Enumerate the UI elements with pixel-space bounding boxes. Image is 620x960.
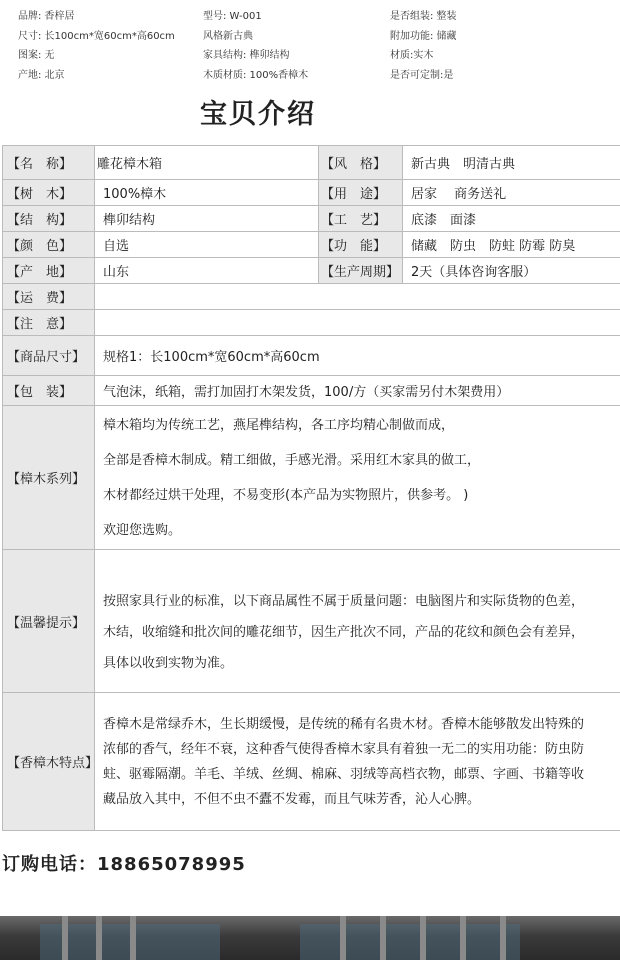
label-shipping: 【运 费】 — [3, 284, 95, 310]
text-line: 蛀、驱霉隔潮。羊毛、羊绒、丝绸、棉麻、羽绒等高档衣物，邮票、字画、书籍等收 — [103, 766, 585, 782]
text-line: 藏品放入其中，不但不虫不蠹不发霉，而且气味芳香，沁人心脾。 — [103, 791, 481, 807]
label-features: 【香樟木特点】 — [3, 693, 95, 831]
value-cycle: 2天（具体咨询客服） — [403, 258, 620, 284]
value-shipping — [95, 284, 620, 310]
label-function: 【功 能】 — [319, 232, 403, 258]
label-style: 【风 格】 — [319, 146, 403, 180]
attr-size: 尺寸: 长100cm*宽60cm*高60cm — [18, 31, 175, 42]
attr-material: 材质:实木 — [390, 50, 434, 61]
table-row — [3, 232, 620, 258]
text-line: 按照家具行业的标准，以下商品属性不属于质量问题：电脑图片和实际货物的色差， — [103, 593, 585, 609]
attr-structure: 家具结构: 榫卯结构 — [203, 50, 290, 61]
text-line: 樟木箱均为传统工艺，燕尾榫结构，各工序均精心制做而成， — [103, 417, 455, 433]
label-usage: 【用 途】 — [319, 180, 403, 206]
table-row — [3, 258, 620, 284]
value-packing: 气泡沫，纸箱，需打加固打木架发货，100/方（买家需另付木架费用） — [95, 376, 620, 406]
table-row — [3, 693, 620, 831]
value-notice — [95, 310, 620, 336]
table-row — [3, 550, 620, 693]
attr-customizable: 是否可定制:是 — [390, 70, 454, 81]
text-line: 木材都经过烘干处理，不易变形(本产品为实物照片，供参考。 ) — [103, 487, 469, 503]
value-size: 规格1：长100cm*宽60cm*高60cm — [95, 336, 620, 376]
text-line: 木结，收缩缝和批次间的雕花细节，因生产批次不同，产品的花纹和颜色会有差异， — [103, 624, 585, 640]
value-name: 雕花樟木箱 — [95, 146, 319, 180]
table-row — [3, 284, 620, 310]
table-row — [3, 406, 620, 550]
attr-model: 型号: W-001 — [203, 11, 262, 22]
value-structure: 榫卯结构 — [95, 206, 319, 232]
value-craft: 底漆 面漆 — [403, 206, 620, 232]
value-origin: 山东 — [95, 258, 319, 284]
label-cycle: 【生产周期】 — [319, 258, 403, 284]
product-attributes — [0, 0, 620, 90]
attr-wood: 木质材质: 100%香樟木 — [203, 70, 309, 81]
attr-pattern: 图案: 无 — [18, 50, 55, 61]
value-style: 新古典 明清古典 — [403, 146, 620, 180]
text-line: 具体以收到实物为准。 — [103, 655, 234, 671]
attr-assembly: 是否组装: 整装 — [390, 11, 457, 22]
text-line: 欢迎您选购。 — [103, 522, 182, 538]
label-craft: 【工 艺】 — [319, 206, 403, 232]
tips-description — [95, 550, 620, 693]
table-row — [3, 206, 620, 232]
attr-origin: 产地: 北京 — [18, 70, 65, 81]
label-packing: 【包 装】 — [3, 376, 95, 406]
order-phone: 订购电话：18865078995 — [2, 854, 246, 875]
attr-function: 附加功能: 储藏 — [390, 31, 457, 42]
text-line: 香樟木是常绿乔木，生长期缓慢，是传统的稀有名贵木材。香樟木能够散发出特殊的 — [103, 716, 585, 732]
series-description — [95, 406, 620, 550]
value-wood: 100%樟木 — [95, 180, 319, 206]
spec-table — [2, 145, 620, 831]
table-row — [3, 180, 620, 206]
label-series: 【樟木系列】 — [3, 406, 95, 550]
value-usage: 居家 商务送礼 — [403, 180, 620, 206]
value-color: 自选 — [95, 232, 319, 258]
label-notice: 【注 意】 — [3, 310, 95, 336]
product-photo — [0, 916, 620, 960]
table-row — [3, 376, 620, 406]
features-description — [95, 693, 620, 831]
attr-brand: 品牌: 香梓居 — [18, 11, 75, 22]
label-name: 【名 称】 — [3, 146, 95, 180]
label-tips: 【温馨提示】 — [3, 550, 95, 693]
attr-style: 风格新古典 — [203, 31, 253, 42]
label-origin: 【产 地】 — [3, 258, 95, 284]
value-function: 储藏 防虫 防蛀 防霉 防臭 — [403, 232, 620, 258]
label-structure: 【结 构】 — [3, 206, 95, 232]
table-row — [3, 336, 620, 376]
page-title: 宝贝介绍 — [200, 99, 316, 130]
label-size: 【商品尺寸】 — [3, 336, 95, 376]
table-row — [3, 146, 620, 180]
text-line: 全部是香樟木制成。精工细做，手感光滑。采用红木家具的做工， — [103, 452, 481, 468]
label-color: 【颜 色】 — [3, 232, 95, 258]
table-row — [3, 310, 620, 336]
label-wood: 【树 木】 — [3, 180, 95, 206]
text-line: 浓郁的香气，经年不衰，这种香气使得香樟木家具有着独一无二的实用功能：防虫防 — [103, 741, 585, 757]
